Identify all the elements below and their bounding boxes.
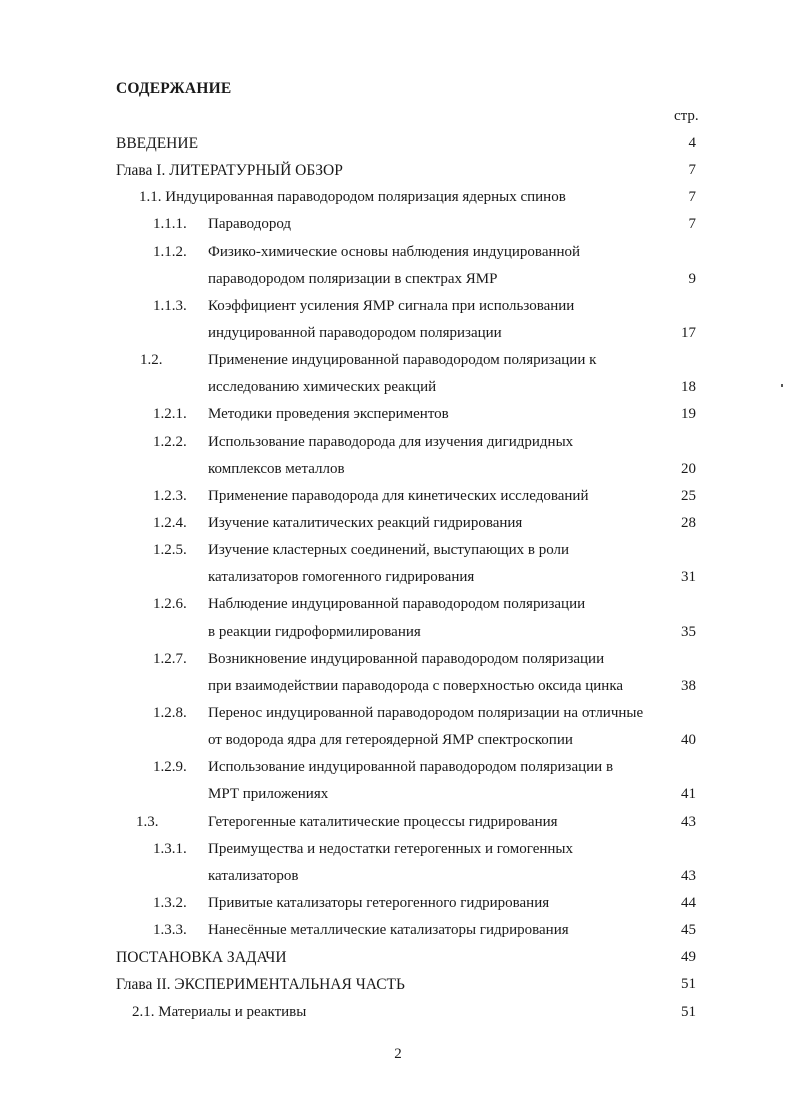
- toc-entry-1-3-1-cont[interactable]: [0, 863, 796, 890]
- toc-entry-number: 1.2.2.: [153, 433, 187, 450]
- toc-entry-1-1-3-cont[interactable]: [0, 320, 796, 347]
- toc-entry-text: Методики проведения экспериментов: [208, 406, 449, 423]
- toc-entry-text: Перенос индуцированной параводородом поляризации на отличные: [208, 704, 644, 721]
- toc-entry-text: Глава I. ЛИТЕРАТУРНЫЙ ОБЗОР: [116, 162, 343, 180]
- toc-entry-2-1[interactable]: [0, 999, 796, 1026]
- toc-entry-1-2-9[interactable]: [0, 754, 796, 781]
- toc-entry-problem-statement[interactable]: [0, 944, 796, 971]
- toc-entry-1-3-1[interactable]: [0, 836, 796, 863]
- toc-entry-page: 44: [681, 894, 696, 911]
- scan-speck: [781, 384, 783, 387]
- toc-entry-text: Применение индуцированной параводородом поляризации к: [208, 352, 597, 369]
- toc-entry-page: 25: [681, 487, 696, 504]
- toc-entry-1-2-cont[interactable]: [0, 374, 796, 401]
- toc-entry-chapter-1[interactable]: [0, 157, 796, 184]
- toc-entry-text: 1.1. Индуцированная параводородом поляризация ядерных спинов: [139, 189, 566, 206]
- toc-entry-1-2[interactable]: [0, 347, 796, 374]
- toc-entry-number: 1.2.4.: [153, 514, 187, 531]
- toc-entry-number: 1.3.1.: [153, 840, 187, 857]
- toc-entry-text: в реакции гидроформилирования: [208, 623, 421, 640]
- toc-entry-text: Использование индуцированной параводородом поляризации в: [208, 759, 614, 776]
- toc-entry-text: Применение параводорода для кинетических исследований: [208, 487, 589, 504]
- toc-entry-1-1-2-cont[interactable]: [0, 266, 796, 293]
- page-column-label: стр.: [674, 108, 699, 124]
- toc-entry-number: 1.2.1.: [153, 406, 187, 423]
- toc-entry-text: при взаимодействии параводорода с поверхностью оксида цинка: [208, 677, 624, 694]
- toc-entry-1-2-4[interactable]: [0, 510, 796, 537]
- toc-entry-number: 1.2.5.: [153, 542, 187, 559]
- toc-entry-text: Коэффициент усиления ЯМР сигнала при использовании: [208, 297, 575, 314]
- toc-entry-page: 7: [688, 189, 696, 206]
- toc-entry-text: катализаторов: [208, 867, 299, 884]
- toc-entry-1-2-2-cont[interactable]: [0, 456, 796, 483]
- toc-entry-text: Изучение каталитических реакций гидрирования: [208, 514, 523, 531]
- toc-entry-1-3[interactable]: [0, 809, 796, 836]
- toc-entry-text: Наблюдение индуцированной параводородом поляризации: [208, 596, 586, 613]
- toc-entry-page: 19: [681, 406, 696, 423]
- toc-entry-text: индуцированной параводородом поляризации: [208, 324, 502, 341]
- toc-entry-1-2-8-cont[interactable]: [0, 727, 796, 754]
- toc-entry-text: Параводород: [208, 216, 292, 233]
- toc-entry-page: 38: [681, 677, 696, 694]
- toc-entry-1-1-1[interactable]: [0, 211, 796, 238]
- toc-entry-text: Глава II. ЭКСПЕРИМЕНТАЛЬНАЯ ЧАСТЬ: [116, 976, 405, 994]
- toc-entry-text: катализаторов гомогенного гидрирования: [208, 569, 475, 586]
- toc-entry-text: ПОСТАНОВКА ЗАДАЧИ: [116, 949, 287, 967]
- toc-entry-page: 43: [681, 813, 696, 830]
- toc-entry-text: Гетерогенные каталитические процессы гидрирования: [208, 813, 558, 830]
- toc-entry-number: 1.3.2.: [153, 894, 187, 911]
- toc-entry-text: МРТ приложениях: [208, 786, 329, 803]
- toc-entry-page: 4: [688, 135, 696, 151]
- toc-entry-text: от водорода ядра для гетероядерной ЯМР спектроскопии: [208, 732, 573, 749]
- toc-entry-1-2-3[interactable]: [0, 483, 796, 510]
- toc-entry-1-3-2[interactable]: [0, 890, 796, 917]
- toc-entry-1-2-9-cont[interactable]: [0, 781, 796, 808]
- toc-entry-page: 18: [681, 379, 696, 396]
- toc-entry-text: исследованию химических реакций: [208, 379, 437, 396]
- toc-entry-text: Изучение кластерных соединений, выступающих в роли: [208, 542, 570, 559]
- toc-entry-1-2-6[interactable]: [0, 591, 796, 618]
- table-of-contents: [0, 130, 796, 1026]
- toc-entry-text: Использование параводорода для изучения дигидридных: [208, 433, 574, 450]
- toc-entry-1-1-2[interactable]: [0, 239, 796, 266]
- toc-entry-number: 1.3.: [136, 813, 159, 830]
- toc-entry-page: 35: [681, 623, 696, 640]
- toc-entry-page: 45: [681, 922, 696, 939]
- toc-entry-number: 1.2.9.: [153, 759, 187, 776]
- toc-entry-1-1-3[interactable]: [0, 293, 796, 320]
- toc-entry-text: параводородом поляризации в спектрах ЯМР: [208, 270, 498, 287]
- toc-entry-page: 51: [681, 976, 696, 993]
- toc-entry-chapter-2[interactable]: [0, 971, 796, 998]
- toc-entry-introduction[interactable]: [0, 130, 796, 157]
- toc-entry-number: 1.2.3.: [153, 487, 187, 504]
- toc-entry-1-2-2[interactable]: [0, 429, 796, 456]
- page-number: 2: [394, 1046, 402, 1062]
- toc-entry-number: 1.1.2.: [153, 243, 187, 260]
- toc-entry-text: Физико-химические основы наблюдения индуцированной: [208, 243, 581, 260]
- toc-entry-1-2-8[interactable]: [0, 700, 796, 727]
- toc-entry-text: 2.1. Материалы и реактивы: [132, 1003, 307, 1020]
- toc-entry-number: 1.2.: [140, 352, 163, 369]
- toc-entry-1-1[interactable]: [0, 184, 796, 211]
- toc-entry-page: 49: [681, 949, 696, 966]
- toc-entry-number: 1.2.7.: [153, 650, 187, 667]
- toc-entry-page: 7: [688, 162, 696, 179]
- toc-entry-page: 41: [681, 786, 696, 803]
- toc-entry-number: 1.2.6.: [153, 596, 187, 613]
- toc-entry-text: Нанесённые металлические катализаторы гидрирования: [208, 922, 569, 939]
- toc-entry-1-2-5[interactable]: [0, 537, 796, 564]
- toc-entry-1-2-1[interactable]: [0, 401, 796, 428]
- toc-entry-page: 43: [681, 867, 696, 884]
- toc-entry-1-3-3[interactable]: [0, 917, 796, 944]
- toc-entry-page: 9: [688, 270, 696, 287]
- page-title: СОДЕРЖАНИЕ: [116, 80, 232, 97]
- toc-entry-text: Привитые катализаторы гетерогенного гидрирования: [208, 894, 550, 911]
- toc-entry-number: 1.1.1.: [153, 216, 187, 233]
- toc-entry-1-2-7-cont[interactable]: [0, 673, 796, 700]
- toc-entry-text: Преимущества и недостатки гетерогенных и гомогенных: [208, 840, 573, 857]
- toc-entry-page: 31: [681, 569, 696, 586]
- toc-entry-number: 1.1.3.: [153, 297, 187, 314]
- toc-entry-page: 17: [681, 324, 696, 341]
- toc-entry-text: Возникновение индуцированной параводородом поляризации: [208, 650, 605, 667]
- toc-entry-text: комплексов металлов: [208, 460, 345, 477]
- toc-entry-1-2-7[interactable]: [0, 646, 796, 673]
- toc-entry-1-2-5-cont[interactable]: [0, 564, 796, 591]
- toc-entry-page: 51: [681, 1003, 696, 1020]
- toc-entry-number: 1.2.8.: [153, 704, 187, 721]
- toc-entry-page: 20: [681, 460, 696, 477]
- toc-entry-number: 1.3.3.: [153, 922, 187, 939]
- toc-entry-text: ВВЕДЕНИЕ: [116, 135, 199, 152]
- toc-entry-page: 40: [681, 732, 696, 749]
- toc-entry-page: 28: [681, 514, 696, 531]
- toc-entry-1-2-6-cont[interactable]: [0, 619, 796, 646]
- toc-entry-page: 7: [688, 216, 696, 233]
